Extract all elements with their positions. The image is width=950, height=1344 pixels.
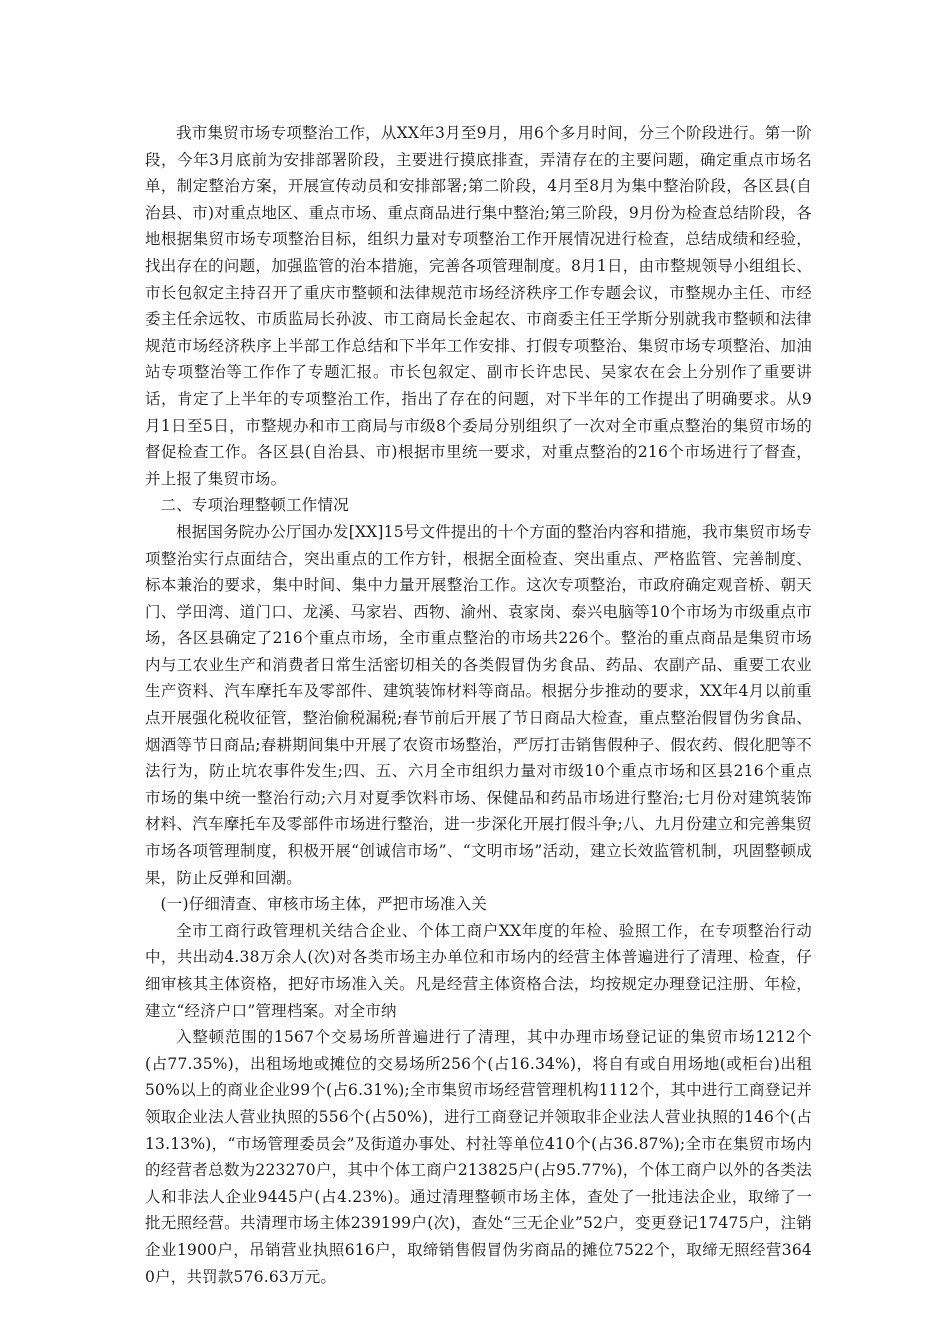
paragraph-market-entity-review: 全市工商行政管理机关结合企业、个体工商户XX年度的年检、验照工作，在专项整治行动中，共出动4.38万余人(次)对各类市场主办单位和市场内的经营主体普遍进行了清理、检查，仔细审核其主体资格，把好市场准入关。凡是经营主体资格合法，均按规定办理登记注册、年检，建立“经济户口”管理档案。对全市纳 bbox=[145, 921, 812, 1020]
section-heading-special-rectification: 二、专项治理整顿工作情况 bbox=[160, 496, 349, 515]
paragraph-market-statistics: 入整顿范围的1567个交易场所普遍进行了清理，其中办理市场登记证的集贸市场1212个(占77.35%)，出租场地或摊位的交易场所256个(占16.34%)，将自有或自用场地(或柜台)出租50%以上的商业企业99个(占6.31%);全市集贸市场经营管理机构1112个，其中进行工商登记并领取企业法人营业执照的556个(占50%)，进行工商登记并领取非企业法人营业执照的146个(占13.13%)，“市场管理委员会”及街道办事处、村社等单位410个(占36.87%);全市在集贸市场内的经营者总数为223270户，其中个体工商户213825户(占95.77%)，个体工商户以外的各类法人和非法人企业9445户(占4.23%)。通过清理整顿市场主体，查处了一批违法企业，取缔了一批无照经营。共清理市场主体239199户(次)，查处“三无企业”52户，变更登记17475户，注销企业1900户，吊销营业执照616户，取缔销售假冒伪劣商品的摊位7522个，取缔无照经营3640户，共罚款576.63万元。 bbox=[145, 1028, 812, 1286]
subsection-heading-market-entry: (一)仔细清查、审核市场主体，严把市场准入关 bbox=[160, 895, 487, 914]
paragraph-stage-overview: 我市集贸市场专项整治工作，从XX年3月至9月，用6个多月时间，分三个阶段进行。第一阶段，今年3月底前为安排部署阶段，主要进行摸底排查，弄清存在的主要问题，确定重点市场名单，制定整治方案，开展宣传动员和安排部署;第二阶段，4月至8月为集中整治阶段，各区县(自治县、市)对重点地区、重点市场、重点商品进行集中整治;第三阶段，9月份为检查总结阶段，各地根据集贸市场专项整治目标，组织力量对专项整治工作开展情况进行检查，总结成绩和经验，找出存在的问题，加强监管的治本措施，完善各项管理制度。8月1日，由市整规领导小组组长、市长包叙定主持召开了重庆市整顿和法律规范市场经济秩序工作专题会议，市整规办主任、市经委主任余远牧、市质监局长孙波、市工商局长金起农、市商委主任王学斯分别就我市整顿和法律规范市场经济秩序上半部工作总结和下半年工作安排、打假专项整治、集贸市场专项整治、加油站专项整治等工作作了专题汇报。市长包叙定、副市长许忠民、吴家农在会上分别作了重要讲话，肯定了上半年的专项整治工作，指出了存在的问题，对下半年的工作提出了明确要求。从9月1日至5日，市整规办和市工商局与市级8个委局分别组织了一次对全市重点整治的集贸市场的督促检查工作。各区县(自治县、市)根据市里统一要求，对重点整治的216个市场进行了督查，并上报了集贸市场。 bbox=[145, 124, 812, 488]
document-body bbox=[145, 120, 812, 1290]
paragraph-rectification-details: 根据国务院办公厅国办发[XX]15号文件提出的十个方面的整治内容和措施，我市集贸市场专项整治实行点面结合，突出重点的工作方针，根据全面检查、突出重点、严格监管、完善制度、标本兼治的要求，集中时间、集中力量开展整治工作。这次专项整治，市政府确定观音桥、朝天门、学田湾、道门口、龙溪、马家岩、西物、渝州、袁家岗、泰兴电脑等10个市场为市级重点市场，各区县确定了216个重点市场，全市重点整治的市场共226个。整治的重点商品是集贸市场内与工农业生产和消费者日常生活密切相关的各类假冒伪劣食品、药品、农副产品、重要工农业生产资料、汽车摩托车及零部件、建筑装饰材料等商品。根据分步推动的要求，XX年4月以前重点开展强化税收征管，整治偷税漏税;春节前后开展了节日商品大检查，重点整治假冒伪劣食品、烟酒等节日商品;春耕期间集中开展了农资市场整治，严厉打击销售假种子、假农药、假化肥等不法行为，防止坑农事件发生;四、五、六月全市组织力量对市级10个重点市场和区县216个重点市场的集中统一整治行动;六月对夏季饮料市场、保健品和药品市场进行整治;七月份对建筑装饰材料、汽车摩托车及零部件市场进行整治，进一步深化开展打假斗争;八、九月份建立和完善集贸市场各项管理制度，积极开展“创诚信市场”、“文明市场”活动，建立长效监管机制，巩固整顿成果，防止反弹和回潮。 bbox=[145, 522, 812, 887]
